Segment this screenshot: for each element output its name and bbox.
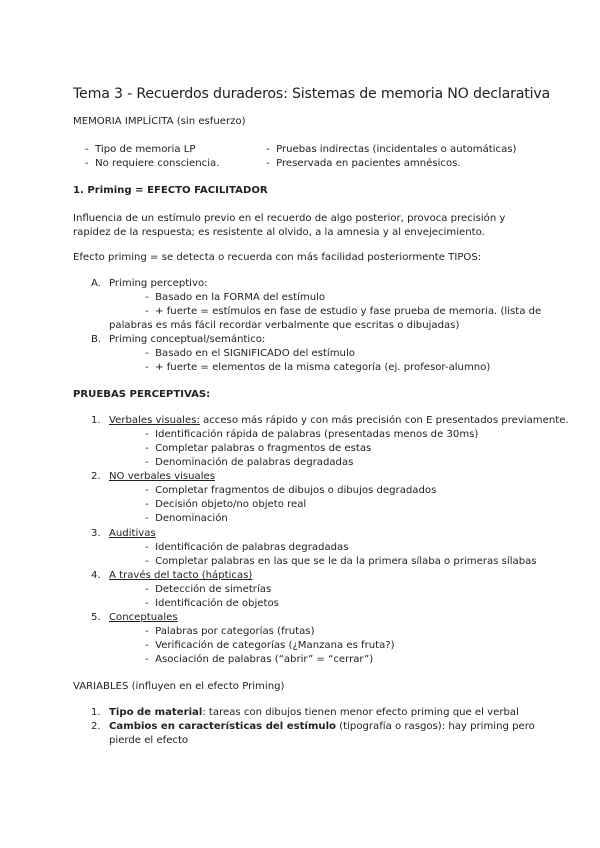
implicit-left-item: - No requiere consciencia.: [85, 158, 220, 169]
type-item: - + fuerte = elementos de la misma categoría (ej. profesor-alumno): [145, 362, 491, 373]
type-label: Priming perceptivo:: [109, 278, 208, 289]
variable-bold: Tipo de material: [109, 707, 203, 718]
test-label: NO verbales visuales: [109, 471, 216, 482]
type-marker: B.: [91, 334, 102, 345]
test-item: - Denominación de palabras degradadas: [145, 457, 354, 468]
test-group-line: [109, 414, 569, 428]
priming-paragraph-line: rapidez de la respuesta; es resistente al olvido, a la amnesia y al envejecimiento.: [73, 227, 485, 238]
implicit-right-item: - Preservada en pacientes amnésicos.: [266, 158, 461, 169]
test-item: - Asociación de palabras (“abrir” = “cerrar”): [145, 654, 374, 665]
test-number: 2.: [91, 471, 101, 482]
implicit-heading: MEMORIA IMPLÍCITA (sin esfuerzo): [73, 116, 246, 127]
test-item: - Identificación de palabras degradadas: [145, 542, 349, 553]
test-label: Conceptuales: [109, 612, 178, 623]
test-label: Verbales visuales:: [109, 415, 200, 426]
page-title: Tema 3 - Recuerdos duraderos: Sistemas de memoria NO declarativa: [73, 86, 551, 102]
type-marker: A.: [91, 278, 101, 289]
priming-heading: 1. Priming = EFECTO FACILITADOR: [73, 185, 268, 196]
test-number: 3.: [91, 528, 101, 539]
type-item-continuation: palabras es más fácil recordar verbalmente que escritas o dibujadas): [109, 320, 460, 331]
test-label: Auditivas: [109, 528, 156, 539]
test-desc: acceso más rápido y con más precisión con E presentados previamente.: [199, 415, 569, 426]
test-item: - Decisión objeto/no objeto real: [145, 499, 307, 510]
variable-item: [109, 706, 519, 720]
test-label: A través del tacto (hápticas): [109, 570, 253, 581]
variable-text: (tipografía o rasgos): hay priming pero: [336, 721, 535, 732]
variable-number: 1.: [91, 707, 101, 718]
test-number: 5.: [91, 612, 101, 623]
variable-number: 2.: [91, 721, 101, 732]
type-label: Priming conceptual/semántico:: [109, 334, 266, 345]
tests-heading: PRUEBAS PERCEPTIVAS:: [73, 389, 211, 400]
variable-continuation: pierde el efecto: [109, 735, 189, 746]
priming-types-intro: Efecto priming = se detecta o recuerda con más facilidad posteriormente TIPOS:: [73, 252, 482, 263]
variables-heading: VARIABLES (influyen en el efecto Priming): [73, 681, 285, 692]
type-item: - Basado en el SIGNIFICADO del estímulo: [145, 348, 355, 359]
test-item: - Verificación de categorías (¿Manzana es fruta?): [145, 640, 395, 651]
implicit-right-item: - Pruebas indirectas (incidentales o automáticas): [266, 144, 517, 155]
test-item: - Palabras por categorías (frutas): [145, 626, 315, 637]
type-item: - + fuerte = estímulos en fase de estudio y fase prueba de memoria. (lista de: [145, 306, 542, 317]
test-item: - Completar palabras o fragmentos de estas: [145, 443, 372, 454]
test-item: - Denominación: [145, 513, 228, 524]
test-item: - Completar palabras en las que se le da la primera sílaba o primeras sílabas: [145, 556, 537, 567]
implicit-left-item: - Tipo de memoria LP: [85, 144, 196, 155]
priming-paragraph-line: Influencia de un estímulo previo en el recuerdo de algo posterior, provoca precisión y: [73, 213, 506, 224]
type-item: - Basado en la FORMA del estímulo: [145, 292, 326, 303]
test-item: - Identificación de objetos: [145, 598, 279, 609]
test-item: - Completar fragmentos de dibujos o dibujos degradados: [145, 485, 437, 496]
variable-item: [109, 720, 535, 734]
test-number: 1.: [91, 415, 101, 426]
test-item: - Identificación rápida de palabras (presentadas menos de 30ms): [145, 429, 479, 440]
test-item: - Detección de simetrías: [145, 584, 272, 595]
variable-bold: Cambios en características del estímulo: [109, 721, 336, 732]
variable-text: : tareas con dibujos tienen menor efecto priming que el verbal: [202, 707, 519, 718]
test-number: 4.: [91, 570, 101, 581]
